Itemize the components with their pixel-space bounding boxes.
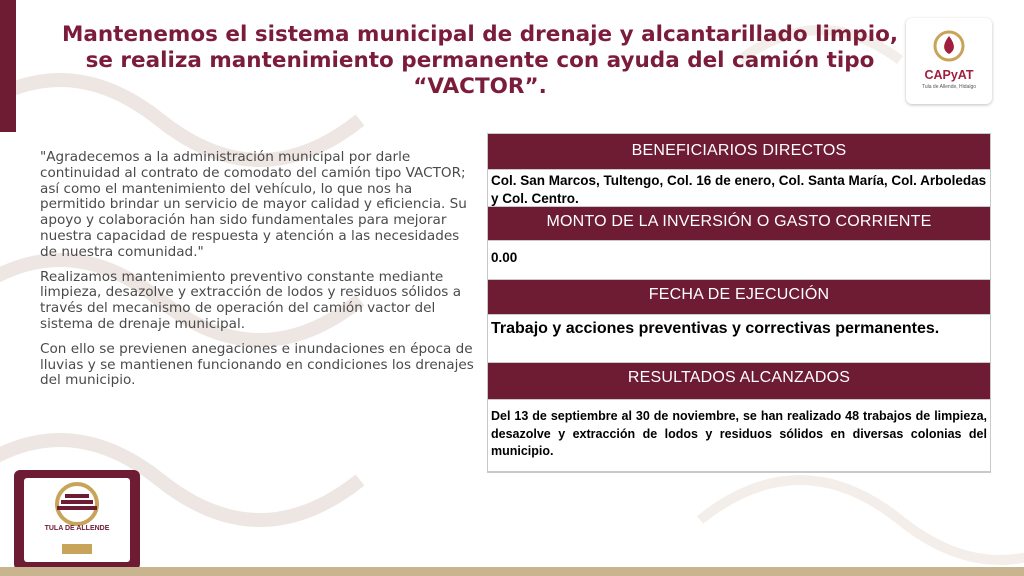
- page-title: Mantenemos el sistema municipal de drenaje y alcantarillado limpio, se realiza mantenimiento permanente con ayuda del camión tipo “VACTOR”.: [61, 22, 899, 99]
- capyat-logo: [906, 18, 992, 104]
- tula-logo-panel: [24, 478, 130, 562]
- bottom-band: [0, 567, 1024, 576]
- info-table: [487, 133, 991, 473]
- water-drop-icon: [906, 18, 992, 68]
- beneficiarios-header: BENEFICIARIOS DIRECTOS: [488, 134, 990, 170]
- left-accent-bar: [0, 0, 16, 132]
- pyramid-icon: [24, 478, 130, 562]
- monto-header: MONTO DE LA INVERSIÓN O GASTO CORRIENTE: [488, 207, 990, 241]
- tula-logo-label: TULA DE ALLENDE: [44, 525, 110, 532]
- body-text: [40, 150, 480, 398]
- resultados-value: Del 13 de septiembre al 30 de noviembre, se han realizado 48 trabajos de limpieza, desazolve y extracción de lodos y residuos sólidos en diversas colonias del municipio.: [488, 400, 990, 472]
- quote-paragraph: "Agradecemos a la administración municipal por darle continuidad al contrato de comodato del camión tipo VACTOR; así como el mantenimiento del vehículo, lo que nos ha permitido brindar un servicio de mayor calidad y eficiencia. Su apoyo y colaboración han sido fundamentales para mejorar nuestra capacidad de respuesta y atención a las necesidades de nuestra comunidad.": [40, 149, 467, 260]
- capyat-subtitle: Tula de Allende, Hidalgo: [921, 84, 977, 90]
- capyat-name: CAPyAT: [924, 68, 974, 82]
- prevention-paragraph: Con ello se previenen anegaciones e inundaciones en época de lluvias y se mantienen funcionando en condiciones los drenajes del municipio.: [40, 340, 474, 389]
- fecha-value: Trabajo y acciones preventivas y correctivas permanentes.: [488, 315, 990, 363]
- resultados-header: RESULTADOS ALCANZADOS: [488, 363, 990, 400]
- maintenance-paragraph: Realizamos mantenimiento preventivo constante mediante limpieza, desazolve y extracción de lodos y residuos sólidos a través del mecanismo de operación del camión vactor del sistema de drenaje municipal.: [40, 268, 462, 332]
- tula-de-allende-logo: [14, 470, 140, 570]
- beneficiarios-value: Col. San Marcos, Tultengo, Col. 16 de enero, Col. Santa María, Col. Arboledas y Col. Centro.: [488, 170, 990, 207]
- fecha-header: FECHA DE EJECUCIÓN: [488, 280, 990, 315]
- monto-value: 0.00: [488, 241, 990, 280]
